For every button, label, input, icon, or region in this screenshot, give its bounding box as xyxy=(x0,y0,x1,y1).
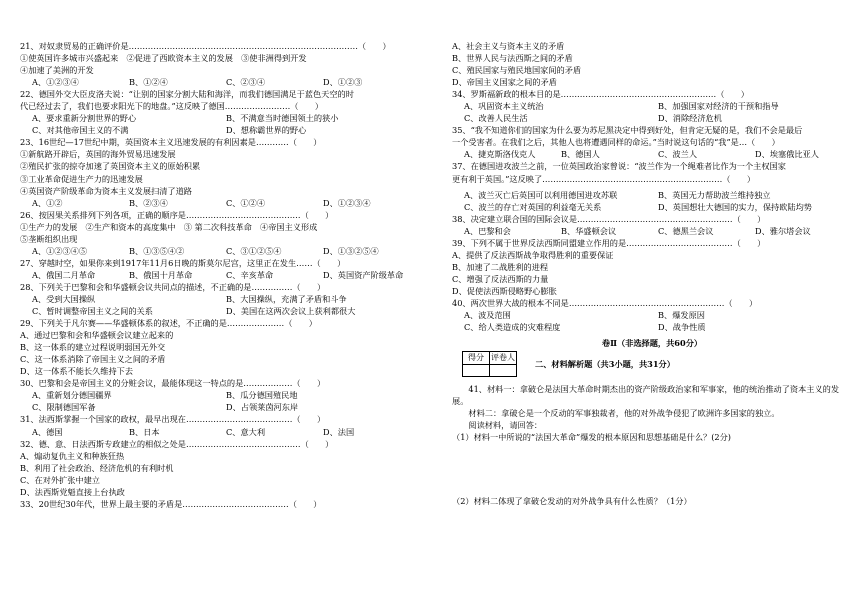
question-line: A、社会主义与资本主义的矛盾 xyxy=(452,41,565,51)
answer-option[interactable]: C、改善人民生活 xyxy=(464,113,528,124)
question-line: A、通过巴黎和会和华盛顿会议建立起来的 xyxy=(20,330,174,341)
answer-option[interactable]: A、俄国二月革命 xyxy=(32,269,96,280)
answer-option[interactable]: C、意大利 xyxy=(226,426,266,437)
score-cell[interactable] xyxy=(463,365,490,377)
answer-option[interactable]: A、巴黎和会 xyxy=(464,225,511,236)
answer-option[interactable]: C、③①②⑤④ xyxy=(226,245,282,256)
left-column xyxy=(20,40,420,510)
question-line: B、世界人民与法西斯之间的矛盾 xyxy=(452,53,573,64)
answer-options xyxy=(452,112,852,124)
question-stem: 37、在德国进攻波兰之前，一位英国政治家曾说：“波兰作为一个绳难者比作为一个主权国家 xyxy=(452,161,786,172)
answer-option[interactable]: D、法国 xyxy=(323,426,355,437)
question-line: ④加速了美洲的开发 xyxy=(20,65,94,76)
question-line: 更有利于英国。”这反映了…………………………………………………………（ ） xyxy=(452,173,756,184)
question-stem: 39、下列不属于世界反法西斯同盟建立作用的是…………………………………（ ） xyxy=(452,237,766,248)
answer-option[interactable]: B、英国无力帮助波兰维持独立 xyxy=(658,189,771,200)
answer-options xyxy=(452,321,852,333)
question-line: ②殖民扩张的掠夺加速了英国资本主义的原始积累 xyxy=(20,161,201,172)
answer-options xyxy=(20,112,420,124)
answer-options xyxy=(452,225,852,237)
answer-option[interactable]: A、①② xyxy=(32,197,63,208)
answer-option[interactable]: C、波兰的存亡对英国的利益毫无关系 xyxy=(464,201,602,212)
question-stem: 35、“我不知道你们的国家为什么要为苏尼黑决定中得到好处，但肯定无疑的是，我们不会是最后 xyxy=(452,125,803,136)
answer-option[interactable]: D、①③②⑤④ xyxy=(323,245,379,256)
question-line: C、增强了反法西斯的力量 xyxy=(452,273,549,284)
answer-option[interactable]: D、占领莱茵河东岸 xyxy=(226,402,299,413)
answer-option[interactable]: D、英国想壮大德国的实力，保持欧陆均势 xyxy=(658,201,812,212)
answer-options xyxy=(20,389,420,401)
question-stem: 38、决定建立联合国的国际会议是…………………………………………………（ ） xyxy=(452,213,766,224)
answer-options xyxy=(20,197,420,209)
answer-option[interactable]: C、辛亥革命 xyxy=(226,269,274,280)
answer-option[interactable]: B、②③④ xyxy=(129,197,168,208)
answer-option[interactable]: C、暂时调整帝国主义之间的关系 xyxy=(32,306,153,317)
answer-option[interactable]: D、雅尔塔会议 xyxy=(755,225,811,236)
score-bar xyxy=(452,351,852,377)
question-stem: 33、20世纪30年代，世界上最主要的矛盾是…………………………………（ ） xyxy=(20,498,322,509)
answer-option[interactable]: C、限制德国军备 xyxy=(32,402,96,413)
answer-options xyxy=(20,401,420,413)
answer-option[interactable]: D、消除经济危机 xyxy=(658,113,722,124)
question-stem: 21、对奴隶贸易的正确评价是…………………………………………………………………………（ ） xyxy=(20,41,391,51)
question-stem: 22、德国外交大臣皮洛夫说：“让别的国家分割大陆和海洋，而我们德国满足于蓝色天空的时 xyxy=(20,89,354,100)
answer-option[interactable]: D、战争性质 xyxy=(658,322,706,333)
answer-option[interactable]: B、日本 xyxy=(129,426,160,437)
question-line: C、殖民国家与殖民地国家间的矛盾 xyxy=(452,65,582,76)
answer-option[interactable]: B、①③⑤④② xyxy=(129,245,185,256)
reviewer-cell[interactable] xyxy=(490,365,517,377)
answer-option[interactable]: C、波兰人 xyxy=(658,149,698,160)
answer-option[interactable]: A、受到大国操纵 xyxy=(32,293,96,304)
question-stem: 29、下列关于凡尔赛——华盛顿体系的叙述，不正确的是…………………（ ） xyxy=(20,318,317,329)
answer-option[interactable]: B、瓜分德国殖民地 xyxy=(226,390,298,401)
question-line: ④英国资产阶级革命为资本主义发展扫清了道路 xyxy=(20,185,192,196)
score-table xyxy=(462,351,517,377)
sub-question-2: （2）材料二体现了拿破仑发动的对外战争具有什么性质？（1分） xyxy=(452,496,692,507)
section-title: 二、材料解析题（共3小题，共31分） xyxy=(535,359,675,370)
score-label: 得分 xyxy=(463,352,490,365)
answer-option[interactable]: B、大国操纵，充满了矛盾和斗争 xyxy=(226,293,347,304)
question-line: ⑤垄断组织出现 xyxy=(20,233,78,244)
sub-question-1: （1）材料一中所说的“法国大革命”爆发的根本原因和思想基础是什么？(2分) xyxy=(452,432,731,443)
answer-option[interactable]: A、波兰灭亡后英国可以利用德国进攻苏联 xyxy=(464,189,618,200)
material-one: 41、材料一：拿破仑是法国大革命时期杰出的资产阶级政治家和军事家，他的统治推动了资本主义的发展。 xyxy=(452,384,840,407)
answer-option[interactable]: B、①②④ xyxy=(129,77,168,88)
answer-option[interactable]: D、①②③④ xyxy=(323,197,371,208)
answer-option[interactable]: D、埃塞俄比亚人 xyxy=(755,149,819,160)
reviewer-label: 评卷人 xyxy=(490,352,517,365)
answer-options xyxy=(20,245,420,257)
answer-option[interactable]: A、德国 xyxy=(32,426,63,437)
answer-option[interactable]: C、德黑兰会议 xyxy=(658,225,714,236)
answer-option[interactable]: B、德国人 xyxy=(561,149,600,160)
answer-options xyxy=(20,426,420,438)
answer-options xyxy=(452,201,852,213)
answer-options xyxy=(452,100,852,112)
answer-option[interactable]: A、要求重新分割世界的野心 xyxy=(32,113,137,124)
question-stem: 40、两次世界大战的根本不同是…………………………………………………（ ） xyxy=(452,297,758,308)
question-stem: 27、穿越时空，如果你来到1917年11月6日晚的斯莫尔尼宫，这里正在发生……（ ） xyxy=(20,257,346,268)
question-line: ①生产力的发展 ②生产和资本的高度集中 ③ 第二次科技革命 ④帝国主义形成 xyxy=(20,221,318,232)
answer-option[interactable]: D、想称霸世界的野心 xyxy=(226,125,307,136)
answer-option[interactable]: A、①②③④ xyxy=(32,77,79,88)
answer-options xyxy=(452,148,852,160)
question-line: D、促使法西斯侵略野心膨胀 xyxy=(452,285,557,296)
question-line: D、帝国主义国家之间的矛盾 xyxy=(452,77,557,88)
answer-option[interactable]: C、对其他帝国主义的不满 xyxy=(32,125,129,136)
question-line: 代已经过去了，我们也要求阳光下的地盘。”这反映了德国……………………（ ） xyxy=(20,101,324,112)
answer-option[interactable]: A、①②③④⑤ xyxy=(32,245,88,256)
answer-option[interactable]: B、华盛顿会议 xyxy=(561,225,617,236)
answer-option[interactable]: D、①②③ xyxy=(323,77,363,88)
material-two: 材料二：拿破仑是一个反动的军事独裁者，他的对外战争侵犯了欧洲许多国家的独立。 xyxy=(468,408,780,419)
reading-prompt: 阅读材料，请回答： xyxy=(468,420,543,431)
question-stem: 28、下列关于巴黎和会和华盛顿会议共同点的描述，不正确的是……………（ ） xyxy=(20,281,326,292)
answer-options xyxy=(20,305,420,317)
right-questions xyxy=(452,40,852,333)
answer-options xyxy=(452,189,852,201)
question-line: D、法西斯党魁直接上台执政 xyxy=(20,486,125,497)
answer-options xyxy=(20,76,420,88)
question-line: A、提供了反法西斯战争取得胜利的重要保证 xyxy=(452,249,614,260)
question-line: ①使英国许多城市兴盛起来 ②促进了西欧资本主义的发展 ③使非洲得到开发 xyxy=(20,53,307,64)
question-line: C、这一体系消除了帝国主义之间的矛盾 xyxy=(20,354,166,365)
right-column xyxy=(452,40,852,508)
answer-option[interactable]: C、②③④ xyxy=(226,77,266,88)
answer-options xyxy=(20,293,420,305)
question-stem: 23、16世纪—17世纪中期，英国资本主义迅速发展的有利因素是…………（ ） xyxy=(20,137,322,148)
question-stem: 26、按因果关系排列下列各项，正确的顺序是……………………………………（ ） xyxy=(20,209,334,220)
answer-option[interactable]: C、①②④ xyxy=(226,197,266,208)
question-line: ①新航路开辟后，英国的海外贸易迅速发展 xyxy=(20,149,176,160)
answer-space-1[interactable] xyxy=(452,443,852,495)
answer-option[interactable]: C、给人类造成的灾难程度 xyxy=(464,322,561,333)
answer-option[interactable]: A、重新划分德国疆界 xyxy=(32,390,112,401)
question-line: B、这一体系的建立过程说明弱国无外交 xyxy=(20,342,166,353)
answer-options xyxy=(452,309,852,321)
question-line: A、煽动复仇主义和种族狂热 xyxy=(20,450,125,461)
question-stem: 31、法西斯掌握一个国家的政权，最早出现在…………………………………（ ） xyxy=(20,414,326,425)
question-line: ③工业革命促进生产力的迅速发展 xyxy=(20,173,143,184)
answer-option[interactable]: B、爆发原因 xyxy=(658,310,705,321)
question-line: B、利用了社会政治、经济危机的有利时机 xyxy=(20,462,174,473)
answer-option[interactable]: B、不满意当时德国领土的狭小 xyxy=(226,113,339,124)
question-line: B、加速了二战胜利的进程 xyxy=(452,261,549,272)
question-line: 一个受害者。在我们之后，其他人也将遭遇同样的命运。”当时说这句话的“我”是…（ ） xyxy=(452,137,780,148)
answer-option[interactable]: D、美国在这两次会议上获利都很大 xyxy=(226,306,356,317)
part2-heading: 卷Ⅱ（非选择题，共60分） xyxy=(601,338,703,349)
answer-option[interactable]: B、加强国家对经济的干预和指导 xyxy=(658,101,779,112)
answer-options xyxy=(20,124,420,136)
answer-option[interactable]: D、英国资产阶级革命 xyxy=(323,269,404,280)
question-line: D、这一体系不能长久维持下去 xyxy=(20,366,134,377)
answer-option[interactable]: A、波及范围 xyxy=(464,310,511,321)
answer-option[interactable]: B、俄国十月革命 xyxy=(129,269,193,280)
answer-option[interactable]: A、巩固资本主义统治 xyxy=(464,101,544,112)
question-stem: 34、罗斯福新政的根本目的是…………………………………………………（ ） xyxy=(452,89,749,100)
answer-options xyxy=(20,269,420,281)
question-line: C、在对外扩张中建立 xyxy=(20,474,100,485)
question-stem: 30、巴黎和会是帝国主义的分赃会议，最能体现这一特点的是………………（ ） xyxy=(20,378,326,389)
question-stem: 32、德、意、日法西斯专政建立的相似之处是……………………………………（ ） xyxy=(20,438,334,449)
answer-option[interactable]: A、捷克斯洛伐克人 xyxy=(464,149,536,160)
